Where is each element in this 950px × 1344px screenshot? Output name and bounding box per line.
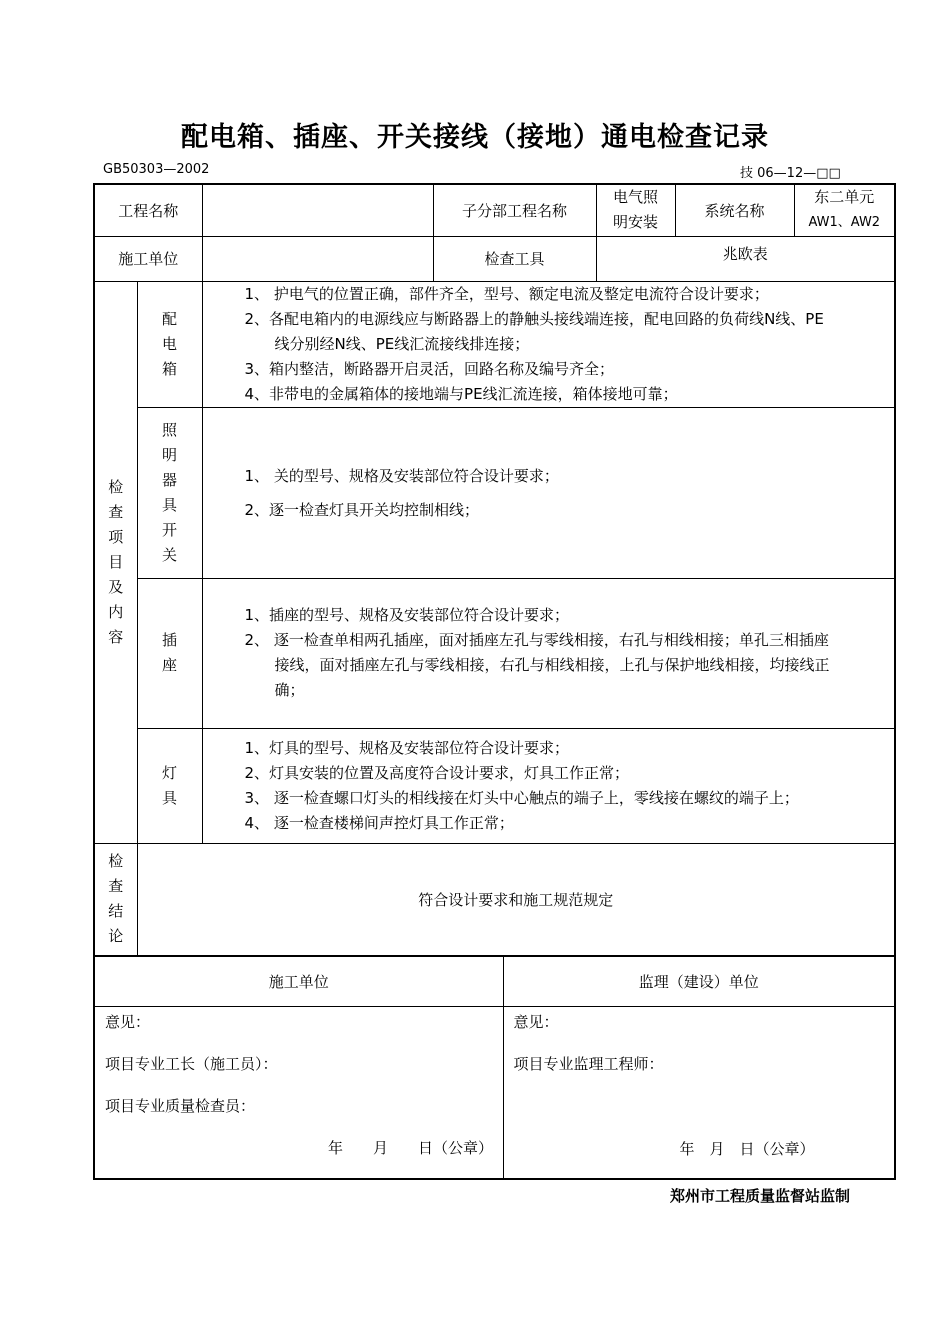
conclusion-label-char: 结 xyxy=(108,902,124,921)
sub-project-value[interactable] xyxy=(596,184,675,236)
section-label-char: 电 xyxy=(162,334,178,353)
conclusion-label xyxy=(94,843,137,956)
item-line: 线分别经N线、PE线汇流接线排连接； xyxy=(274,334,530,353)
section-label-char: 具 xyxy=(162,788,178,807)
standard-code: GB50303—2002 xyxy=(103,162,210,177)
inspection-label-char: 项 xyxy=(108,527,124,546)
section-label-char: 器 xyxy=(162,470,178,489)
item-line: 3、箱内整洁，断路器开启灵活，回路名称及编号齐全； xyxy=(244,359,615,378)
item-line: 4、 逐一检查楼梯间声控灯具工作正常； xyxy=(244,813,514,832)
section-items-socket xyxy=(202,578,895,728)
section-label-lighting-switch xyxy=(137,407,202,578)
form-code: 技 06—12—□□ xyxy=(740,166,841,181)
supervision-unit-heading: 监理（建设）单位 xyxy=(503,956,895,1007)
section-label-lamps xyxy=(137,728,202,843)
section-label-char: 具 xyxy=(162,495,178,514)
system-name-value[interactable] xyxy=(794,184,895,236)
conclusion-label-char: 查 xyxy=(108,877,124,896)
section-label-char: 灯 xyxy=(162,763,178,782)
conclusion-text[interactable]: 符合设计要求和施工规范规定 xyxy=(137,843,895,956)
section-label-socket xyxy=(137,578,202,728)
item-line: 确； xyxy=(274,681,305,699)
supervision-date-seal: 年 月 日（公章） xyxy=(679,1140,815,1158)
item-line: 2、各配电箱内的电源线应与断路器上的静触头接线端连接，配电回路的负荷线N线、PE xyxy=(244,309,824,328)
item-line: 2、 逐一检查单相两孔插座，面对插座左孔与零线相接，右孔与相线相接；单孔三相插座 xyxy=(244,631,829,649)
construction-unit-heading: 施工单位 xyxy=(94,956,503,1007)
page-title: 配电箱、插座、开关接线（接地）通电检查记录 xyxy=(181,122,769,153)
item-line: 1、灯具的型号、规格及安装部位符合设计要求； xyxy=(244,738,570,757)
section-items-lamps xyxy=(202,728,895,843)
construction-unit-signature-area[interactable] xyxy=(94,1007,503,1179)
project-name-value[interactable] xyxy=(202,184,433,236)
inspection-label-char: 查 xyxy=(108,502,124,521)
section-label-char: 座 xyxy=(162,656,178,674)
issuer-footer: 郑州市工程质量监督站监制 xyxy=(670,1187,851,1205)
foreman-label: 项目专业工长（施工员）： xyxy=(105,1055,278,1073)
section-label-char: 开 xyxy=(162,520,178,539)
quality-inspector-label: 项目专业质量检查员： xyxy=(105,1097,256,1115)
system-name-line2: AW1、AW2 xyxy=(808,215,881,231)
section-label-distribution-box xyxy=(137,281,202,407)
system-name-line1: 东二单元 xyxy=(814,188,875,207)
section-label-char: 配 xyxy=(162,309,178,328)
tool-label: 检查工具 xyxy=(433,236,596,281)
inspection-label-char: 及 xyxy=(108,577,124,596)
sub-project-value-line2: 明安装 xyxy=(613,213,659,232)
signature-table xyxy=(93,955,896,1180)
inspection-label-char: 目 xyxy=(108,552,124,571)
construction-opinion-label: 意见： xyxy=(105,1013,151,1031)
construction-date-seal: 年 月 日（公章） xyxy=(328,1139,494,1157)
inspection-label-char: 容 xyxy=(108,627,124,646)
sub-project-label: 子分部工程名称 xyxy=(433,184,596,236)
section-label-char: 箱 xyxy=(162,359,178,378)
item-line: 2、逐一检查灯具开关均控制相线； xyxy=(244,500,480,519)
supervision-engineer-label: 项目专业监理工程师： xyxy=(513,1055,664,1073)
item-line: 4、非带电的金属箱体的接地端与PE线汇流连接，箱体接地可靠； xyxy=(244,384,678,403)
item-line: 接线，面对插座左孔与零线相接，右孔与相线相接，上孔与保护地线相接，均接线正 xyxy=(274,656,830,674)
construction-unit-label: 施工单位 xyxy=(94,236,202,281)
item-line: 1、插座的型号、规格及安装部位符合设计要求； xyxy=(244,606,570,624)
conclusion-label-char: 论 xyxy=(108,927,124,946)
system-name-label: 系统名称 xyxy=(675,184,794,236)
item-line: 1、 关的型号、规格及安装部位符合设计要求； xyxy=(244,466,559,485)
section-label-char: 关 xyxy=(162,545,178,564)
item-line: 2、灯具安装的位置及高度符合设计要求，灯具工作正常； xyxy=(244,763,630,782)
section-label-char: 插 xyxy=(162,631,178,649)
construction-unit-value[interactable] xyxy=(202,236,433,281)
item-line: 3、 逐一检查螺口灯头的相线接在灯头中心触点的端子上，零线接在螺纹的端子上； xyxy=(244,788,799,807)
inspection-label-char: 检 xyxy=(108,477,124,496)
sub-project-value-line1: 电气照 xyxy=(613,188,659,207)
section-label-char: 明 xyxy=(162,445,178,464)
item-line: 1、 护电气的位置正确，部件齐全，型号、额定电流及整定电流符合设计要求； xyxy=(244,284,769,303)
inspection-items-label xyxy=(94,281,137,843)
section-items-lighting-switch xyxy=(202,407,895,578)
conclusion-label-char: 检 xyxy=(108,852,124,871)
section-items-distribution-box xyxy=(202,281,895,407)
supervision-opinion-label: 意见： xyxy=(513,1013,559,1031)
supervision-unit-signature-area[interactable] xyxy=(503,1007,895,1179)
tool-value[interactable]: 兆欧表 xyxy=(596,236,895,281)
inspection-label-char: 内 xyxy=(108,602,124,621)
inspection-form-table xyxy=(93,183,896,957)
project-name-label: 工程名称 xyxy=(94,184,202,236)
section-label-char: 照 xyxy=(162,420,178,439)
